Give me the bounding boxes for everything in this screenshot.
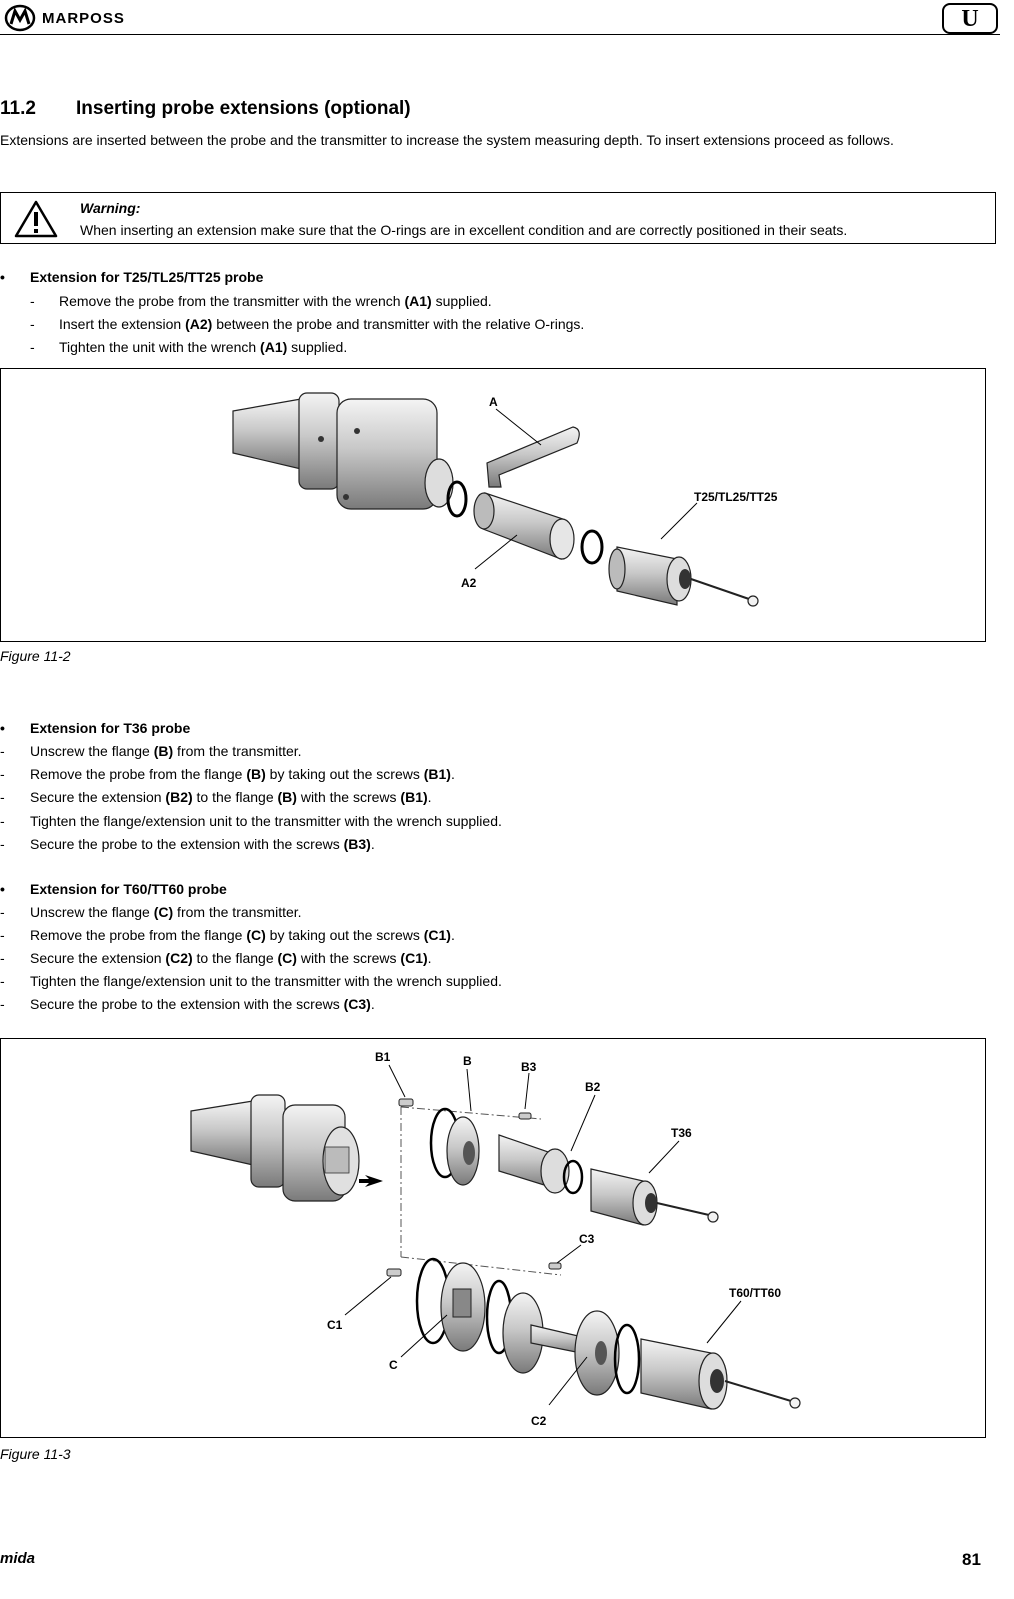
label-t36: T36 [671, 1126, 692, 1140]
list-item: Tighten the unit with the wrench (A1) supplied. [59, 339, 348, 355]
list-item: Unscrew the flange (C) from the transmitter. [30, 904, 302, 920]
label-a: A [489, 395, 498, 409]
label-c3: C3 [579, 1232, 595, 1246]
list-item: Secure the probe to the extension with the screws (B3). [30, 836, 375, 852]
label-c1: C1 [327, 1318, 343, 1332]
bullet-t25: • [0, 269, 5, 285]
warning-triangle-icon [14, 200, 58, 238]
list-item: Secure the probe to the extension with the screws (C3). [30, 996, 375, 1012]
figure-11-3-caption: Figure 11-3 [0, 1446, 71, 1462]
label-t25: T25/TL25/TT25 [694, 490, 778, 504]
dash: - [0, 789, 5, 805]
heading-t36: Extension for T36 probe [30, 720, 191, 736]
intro-paragraph: Extensions are inserted between the probe and the transmitter to increase the system measuring depth. To insert extensions proceed as follows. [0, 132, 894, 148]
brand-name: MARPOSS [42, 9, 125, 27]
figure-11-3 [0, 1038, 986, 1438]
label-b1: B1 [375, 1050, 391, 1064]
dash: - [0, 766, 5, 782]
t36-t60-extension-illustration [1, 1039, 985, 1437]
list-item: Secure the extension (C2) to the flange (C) with the screws (C1). [30, 950, 432, 966]
figure-11-2-caption: Figure 11-2 [0, 648, 71, 664]
section-number: 11.2 [0, 98, 36, 119]
dash: - [0, 836, 5, 852]
warning-text: When inserting an extension make sure that the O-rings are in excellent condition and are correctly positioned in their seats. [80, 222, 848, 238]
list-item: Secure the extension (B2) to the flange (B) with the screws (B1). [30, 789, 432, 805]
bullet-t36: • [0, 720, 5, 736]
dash: - [0, 813, 5, 829]
dash: - [0, 973, 5, 989]
marposs-logo [4, 4, 125, 32]
label-t60: T60/TT60 [729, 1286, 782, 1300]
label-c2: C2 [531, 1414, 547, 1428]
list-item: Insert the extension (A2) between the probe and transmitter with the relative O-rings. [59, 316, 585, 332]
list-item: Tighten the flange/extension unit to the transmitter with the wrench supplied. [30, 813, 502, 829]
probe-extension-illustration [1, 369, 985, 641]
dash: - [0, 927, 5, 943]
section-badge: U [942, 3, 998, 34]
dash: - [0, 904, 5, 920]
dash: - [30, 339, 35, 355]
warning-title: Warning: [80, 200, 141, 216]
page-number: 81 [962, 1550, 981, 1569]
list-item: Remove the probe from the flange (C) by taking out the screws (C1). [30, 927, 455, 943]
header-rule [0, 34, 1000, 35]
list-item: Remove the probe from the transmitter with the wrench (A1) supplied. [59, 293, 492, 309]
heading-t60: Extension for T60/TT60 probe [30, 881, 227, 897]
dash: - [0, 996, 5, 1012]
list-item: Remove the probe from the flange (B) by taking out the screws (B1). [30, 766, 455, 782]
figure-11-2 [0, 368, 986, 642]
bullet-t60: • [0, 881, 5, 897]
label-b2: B2 [585, 1080, 601, 1094]
label-b: B [463, 1054, 472, 1068]
heading-t25: Extension for T25/TL25/TT25 probe [30, 269, 264, 285]
section-title [0, 98, 411, 120]
label-b3: B3 [521, 1060, 537, 1074]
marposs-emblem-icon [4, 4, 38, 32]
dash: - [30, 293, 35, 309]
dash: - [0, 743, 5, 759]
dash: - [30, 316, 35, 332]
list-item: Tighten the flange/extension unit to the transmitter with the wrench supplied. [30, 973, 502, 989]
footer-product-name: mida [0, 1550, 36, 1567]
label-a2: A2 [461, 576, 477, 590]
section-heading: Inserting probe extensions (optional) [76, 98, 411, 119]
list-item: Unscrew the flange (B) from the transmitter. [30, 743, 302, 759]
label-c: C [389, 1358, 398, 1372]
dash: - [0, 950, 5, 966]
